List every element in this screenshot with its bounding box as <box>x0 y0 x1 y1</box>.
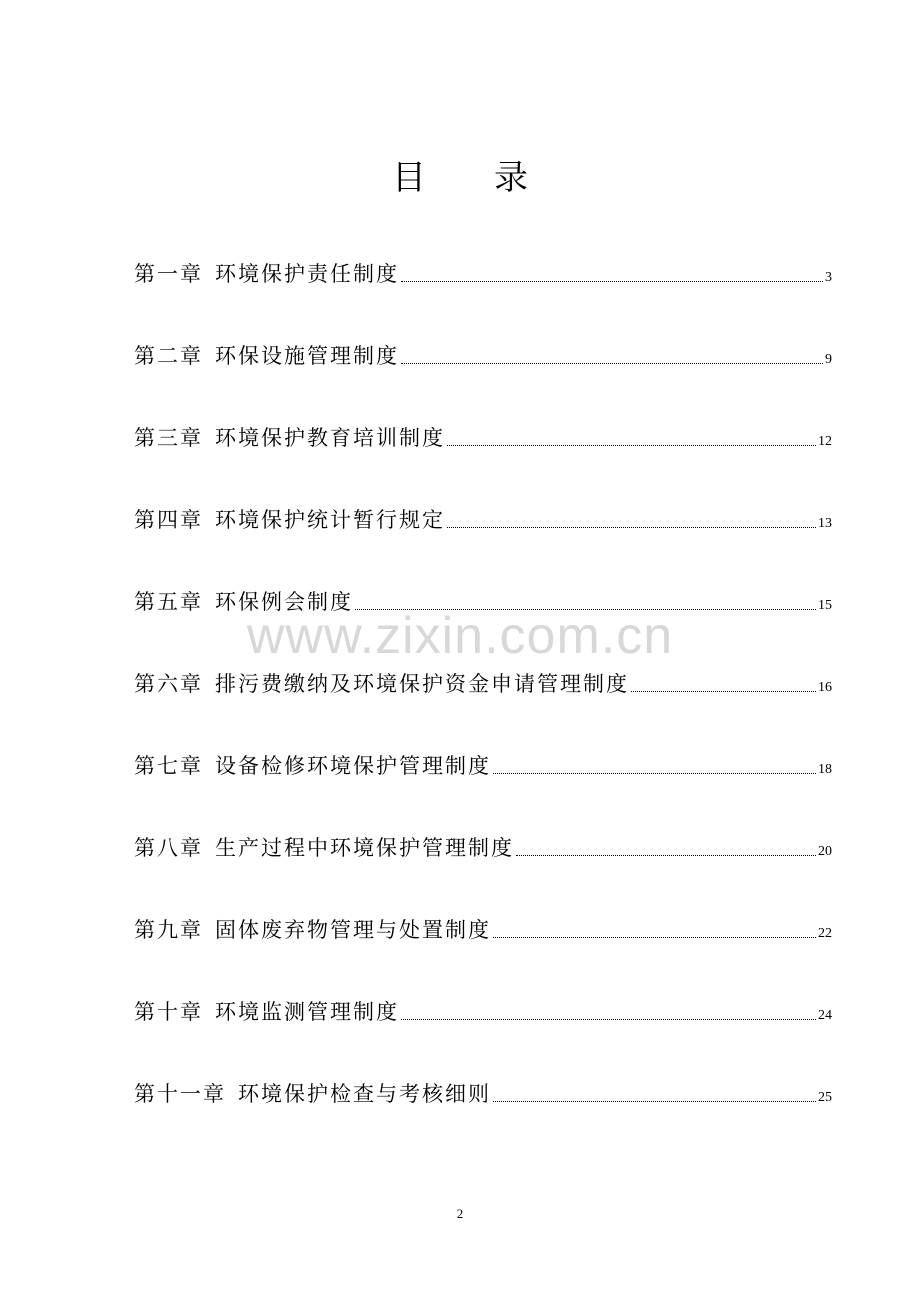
toc-chapter-title: 环保设施管理制度 <box>215 344 399 368</box>
toc-entry[interactable] <box>134 662 832 744</box>
toc-page-number: 9 <box>825 352 832 367</box>
toc-chapter-number: 第十章 <box>134 1000 203 1024</box>
toc-entry[interactable] <box>134 252 832 334</box>
toc-page-number: 12 <box>818 434 832 449</box>
toc-entry[interactable] <box>134 580 832 662</box>
toc-chapter-title: 环境保护责任制度 <box>215 262 399 286</box>
toc-chapter-title: 环境保护教育培训制度 <box>215 426 445 450</box>
toc-page-number: 16 <box>818 680 832 695</box>
footer-page-number: 2 <box>456 1206 464 1221</box>
toc-page-number: 3 <box>825 270 832 285</box>
toc-page-number: 24 <box>818 1008 832 1023</box>
toc-title <box>0 150 920 199</box>
toc-page-number: 22 <box>818 926 832 941</box>
toc-dot-leader <box>401 990 816 1034</box>
toc-dot-leader <box>493 744 816 788</box>
toc-entry[interactable] <box>134 990 832 1072</box>
toc-entry[interactable] <box>134 1072 832 1154</box>
toc-chapter-number: 第三章 <box>134 426 203 450</box>
toc-chapter-number: 第七章 <box>134 754 203 778</box>
toc-dot-leader <box>447 416 816 460</box>
toc-entry[interactable] <box>134 498 832 580</box>
toc-chapter-number: 第五章 <box>134 590 203 614</box>
toc-entry[interactable] <box>134 334 832 416</box>
toc-page-number: 15 <box>818 598 832 613</box>
toc-chapter-number: 第一章 <box>134 262 203 286</box>
toc-dot-leader <box>355 580 816 624</box>
toc-title-char-1: 目 <box>392 158 426 198</box>
toc-page-number: 25 <box>818 1090 832 1105</box>
toc-page-number: 13 <box>818 516 832 531</box>
table-of-contents <box>134 252 832 1154</box>
toc-chapter-title: 环境保护检查与考核细则 <box>238 1082 491 1106</box>
toc-chapter-number: 第四章 <box>134 508 203 532</box>
toc-chapter-title: 排污费缴纳及环境保护资金申请管理制度 <box>215 672 629 696</box>
toc-page-number: 18 <box>818 762 832 777</box>
toc-dot-leader <box>631 662 816 706</box>
toc-chapter-number: 第六章 <box>134 672 203 696</box>
toc-chapter-number: 第二章 <box>134 344 203 368</box>
toc-entry[interactable] <box>134 416 832 498</box>
watermark: www.zixin.com.cn <box>246 607 674 665</box>
toc-dot-leader <box>493 1072 816 1116</box>
toc-title-char-2: 录 <box>494 158 528 198</box>
toc-chapter-number: 第九章 <box>134 918 203 942</box>
toc-dot-leader <box>447 498 816 542</box>
toc-chapter-title: 环境保护统计暂行规定 <box>215 508 445 532</box>
toc-chapter-number: 第八章 <box>134 836 203 860</box>
toc-chapter-number: 第十一章 <box>134 1082 226 1106</box>
toc-entry[interactable] <box>134 908 832 990</box>
toc-entry[interactable] <box>134 826 832 908</box>
toc-dot-leader <box>493 908 816 952</box>
toc-chapter-title: 环保例会制度 <box>215 590 353 614</box>
toc-page-number: 20 <box>818 844 832 859</box>
toc-dot-leader <box>401 334 823 378</box>
toc-entry[interactable] <box>134 744 832 826</box>
toc-chapter-title: 生产过程中环境保护管理制度 <box>215 836 514 860</box>
toc-chapter-title: 设备检修环境保护管理制度 <box>215 754 491 778</box>
toc-dot-leader <box>516 826 816 870</box>
toc-dot-leader <box>401 252 823 296</box>
toc-chapter-title: 环境监测管理制度 <box>215 1000 399 1024</box>
toc-chapter-title: 固体废弃物管理与处置制度 <box>215 918 491 942</box>
